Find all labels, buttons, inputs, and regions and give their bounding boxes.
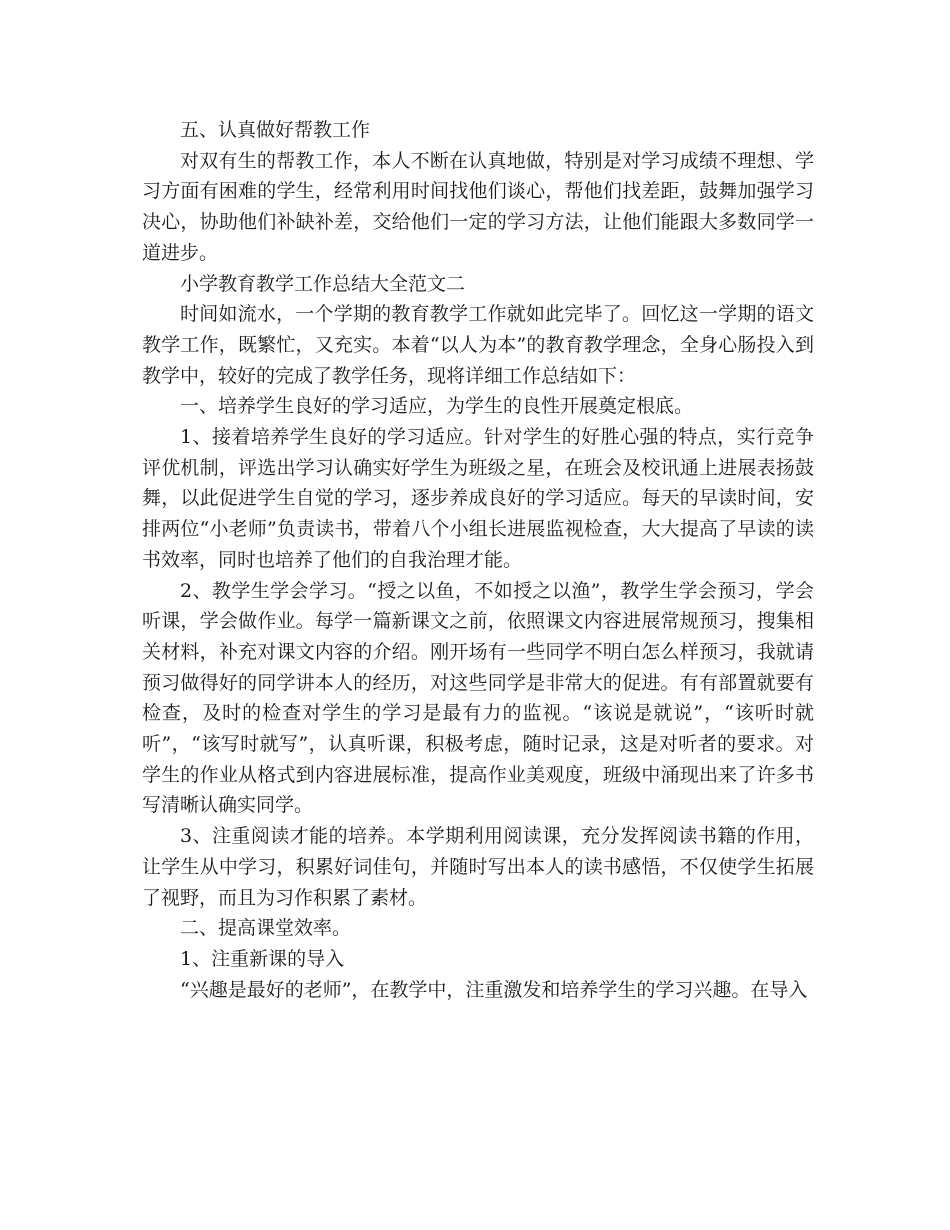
section-heading-class-efficiency: 二、提高课堂效率。 — [180, 917, 352, 940]
paragraph-item-2-learning: 2、教学生学会学习。“授之以鱼，不如授之以渔”，教学生学会预习，学会听课，学会做作业。每学一篇新课文之前，依照课文内容进展常规预习，搜集相关材料，补充对课文内容的介绍。刚开场有一些同学不明白怎么样预习，我就请预习做得好的同学讲本人的经历，对这些同学是非常大的促进。有有部置就要有检查，及时的检查对学生的学习是最有力的监视。“该说是就说”，“该听时就听”，“该写时就写”，认真听课，积极考虑，随时记录，这是对听者的要求。对学生的作业从格式到内容进展标准，提高作业美观度，班级中涌现出来了许多书写清晰认确实同学。 — [142, 579, 814, 817]
article-title-sample-two: 小学教育教学工作总结大全范文二 — [180, 272, 466, 295]
paragraph-item-1-habits: 1、接着培养学生良好的学习适应。针对学生的好胜心强的特点，实行竞争评优机制，评选出学习认确实好学生为班级之星，在班会及校讯通上进展表扬鼓舞，以此促进学生自觉的学习，逐步养成良好的学习适应。每天的早读时间，安排两位“小老师”负责读书，带着八个小组长进展监视检查，大大提高了早读的读书效率，同时也培养了他们的自我治理才能。 — [142, 426, 814, 571]
paragraph-introduction: 时间如流水，一个学期的教育教学工作就如此完毕了。回忆这一学期的语文教学工作，既繁忙，又充实。本着“以人为本”的教育教学理念，全身心肠投入到教学中，较好的完成了教学任务，现将详细工作总结如下： — [142, 303, 814, 387]
document-body — [142, 115, 814, 1005]
section-heading-help-teaching: 五、认真做好帮教工作 — [180, 119, 371, 141]
section-heading-study-habits: 一、培养学生良好的学习适应，为学生的良性开展奠定根底。 — [180, 395, 694, 418]
subheading-lesson-intro: 1、注重新课的导入 — [180, 947, 345, 970]
paragraph-interest: “兴趣是最好的老师”，在教学中，注重激发和培养学生的学习兴趣。在导入 — [180, 978, 808, 1001]
paragraph-item-3-reading: 3、注重阅读才能的培养。本学期利用阅读课，充分发挥阅读书籍的作用，让学生从中学习，积累好词佳句，并随时写出本人的读书感悟，不仅使学生拓展了视野，而且为习作积累了素材。 — [142, 825, 814, 909]
paragraph-help-teaching: 对双有生的帮教工作，本人不断在认真地做，特别是对学习成绩不理想、学习方面有困难的学生，经常利用时间找他们谈心，帮他们找差距，鼓舞加强学习决心，协助他们补缺补差，交给他们一定的学习方法，让他们能跟大多数同学一道进步。 — [142, 149, 814, 264]
